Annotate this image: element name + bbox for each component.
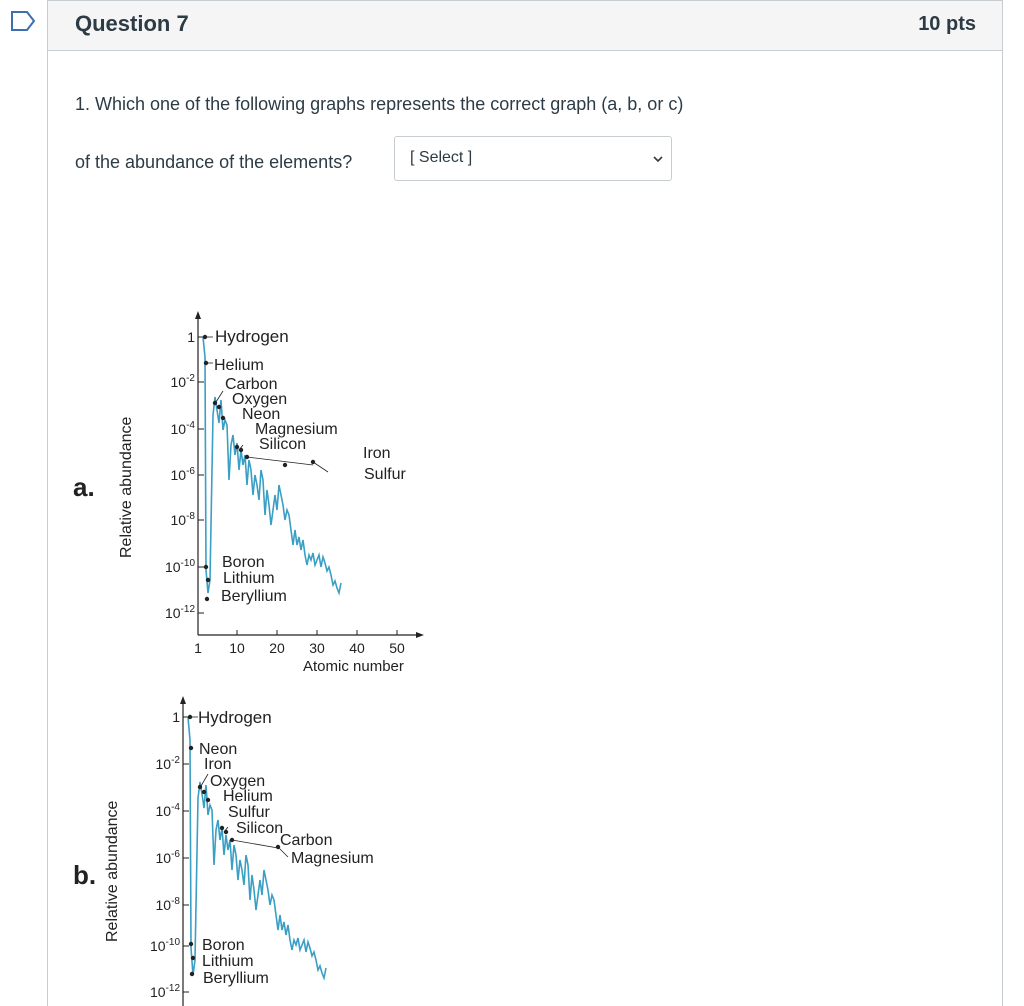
element-label: Oxygen [232, 391, 288, 408]
y-tick-label: $10^{-6}$ [155, 849, 180, 866]
element-label: Lithium [202, 953, 254, 970]
y-tick-label: $10^{-6}$ [170, 466, 195, 483]
graph-a-ylabel: Relative abundance [118, 416, 135, 558]
element-label: Silicon [259, 436, 307, 453]
element-label: Carbon [225, 376, 278, 393]
element-label: Neon [199, 741, 238, 758]
question-text-line1: 1. Which one of the following graphs represents the correct graph (a, b, or c) [75, 94, 684, 114]
question-title: Question 7 [75, 11, 189, 36]
element-label: Iron [363, 445, 391, 462]
question-text-line2: of the abundance of the elements? [75, 152, 353, 172]
y-tick-label: $10^{-12}$ [149, 983, 180, 1000]
element-label: Hydrogen [215, 327, 289, 346]
y-tick-label: $10^{-12}$ [164, 604, 195, 621]
y-tick-label: 1 [172, 709, 180, 725]
element-label: Beryllium [221, 588, 287, 605]
x-tick-label: 40 [349, 640, 365, 656]
element-label: Magnesium [291, 850, 374, 867]
question-header [48, 0, 1002, 51]
graph-a [143, 305, 473, 680]
element-label: Helium [214, 357, 264, 374]
element-label: Silicon [236, 820, 284, 837]
x-tick-label: 50 [389, 640, 405, 656]
element-label: Lithium [223, 570, 275, 587]
graph-b [128, 690, 468, 1006]
answer-select[interactable] [394, 136, 672, 181]
x-tick-label: 1 [194, 640, 202, 656]
y-tick-label: $10^{-2}$ [155, 755, 180, 772]
element-label: Helium [223, 788, 273, 805]
y-tick-label: $10^{-2}$ [170, 373, 195, 390]
element-label: Carbon [280, 832, 333, 849]
chevron-down-icon [651, 152, 665, 166]
y-tick-label: $10^{-10}$ [164, 558, 195, 575]
question-card [47, 0, 1003, 1006]
element-label: Beryllium [203, 970, 269, 987]
element-label: Oxygen [210, 773, 266, 790]
graph-a-xlabel: Atomic number [303, 658, 404, 675]
element-label: Boron [222, 554, 265, 571]
y-tick-label: $10^{-8}$ [155, 896, 180, 913]
y-tick-label: $10^{-10}$ [149, 937, 180, 954]
y-tick-label: $10^{-4}$ [155, 802, 180, 819]
y-tick-label: $10^{-4}$ [170, 420, 195, 437]
element-label: Sulfur [228, 804, 270, 821]
element-label: Iron [204, 756, 232, 773]
graph-a-letter: a. [73, 472, 95, 502]
flag-question-icon[interactable] [10, 10, 36, 32]
y-tick-label: 1 [187, 329, 195, 345]
graph-b-letter: b. [73, 860, 97, 890]
graph-b-ylabel: Relative abundance [104, 800, 121, 942]
x-tick-label: 20 [269, 640, 285, 656]
x-tick-label: 30 [309, 640, 325, 656]
element-label: Boron [202, 937, 245, 954]
element-label: Sulfur [364, 466, 406, 483]
element-label: Neon [242, 406, 281, 423]
element-label: Hydrogen [198, 708, 272, 727]
question-points: 10 pts [918, 13, 976, 35]
element-label: Magnesium [255, 421, 338, 438]
answer-select-value: [ Select ] [410, 149, 473, 166]
y-tick-label: $10^{-8}$ [170, 511, 195, 528]
x-tick-label: 10 [229, 640, 245, 656]
